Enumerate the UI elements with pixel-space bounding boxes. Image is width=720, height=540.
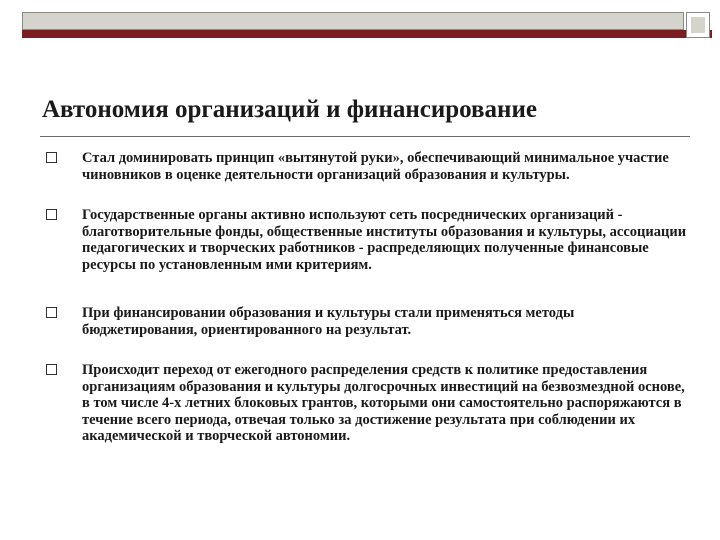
bullet-text: Стал доминировать принцип «вытянутой руки», обеспечивающий минимальное участие чиновников в оценке деятельности организаций образования и культуры. xyxy=(82,150,669,183)
checkbox-icon xyxy=(46,364,57,375)
bullet-text: Происходит переход от ежегодного распределения средств к политике предоставления организациям образования и культуры долгосрочных инвестиций на безвозмездной основе, в том числе 4-х летних блоковых грантов, которыми они самостоятельно распоряжаются в течение всего периода, отвечая только за достижение результата при соблюдении их академической и творческой автономии. xyxy=(82,362,685,444)
checkbox-icon xyxy=(46,307,57,318)
title-underline xyxy=(40,136,690,137)
corner-decoration xyxy=(686,12,710,38)
header-accent-rule xyxy=(22,30,712,38)
bullet-item xyxy=(40,305,690,338)
bullet-item xyxy=(40,207,690,273)
corner-decoration-fill xyxy=(691,17,705,33)
checkbox-icon xyxy=(46,209,57,220)
bullet-list xyxy=(40,150,690,445)
header-band xyxy=(22,12,684,30)
checkbox-icon xyxy=(46,152,57,163)
bullet-text: Государственные органы активно используют сеть посреднических организаций - благотворительные фонды, общественные институты образования и культуры, ассоциации педагогических и творческих работников - распределяющих полученные финансовые ресурсы по установленным ими критериям. xyxy=(82,207,687,273)
bullet-text: При финансировании образования и культуры стали применяться методы бюджетирования, ориентированного на результат. xyxy=(82,305,575,338)
bullet-item xyxy=(40,150,690,183)
bullet-item xyxy=(40,362,690,445)
slide-title: Автономия организаций и финансирование xyxy=(42,96,537,123)
